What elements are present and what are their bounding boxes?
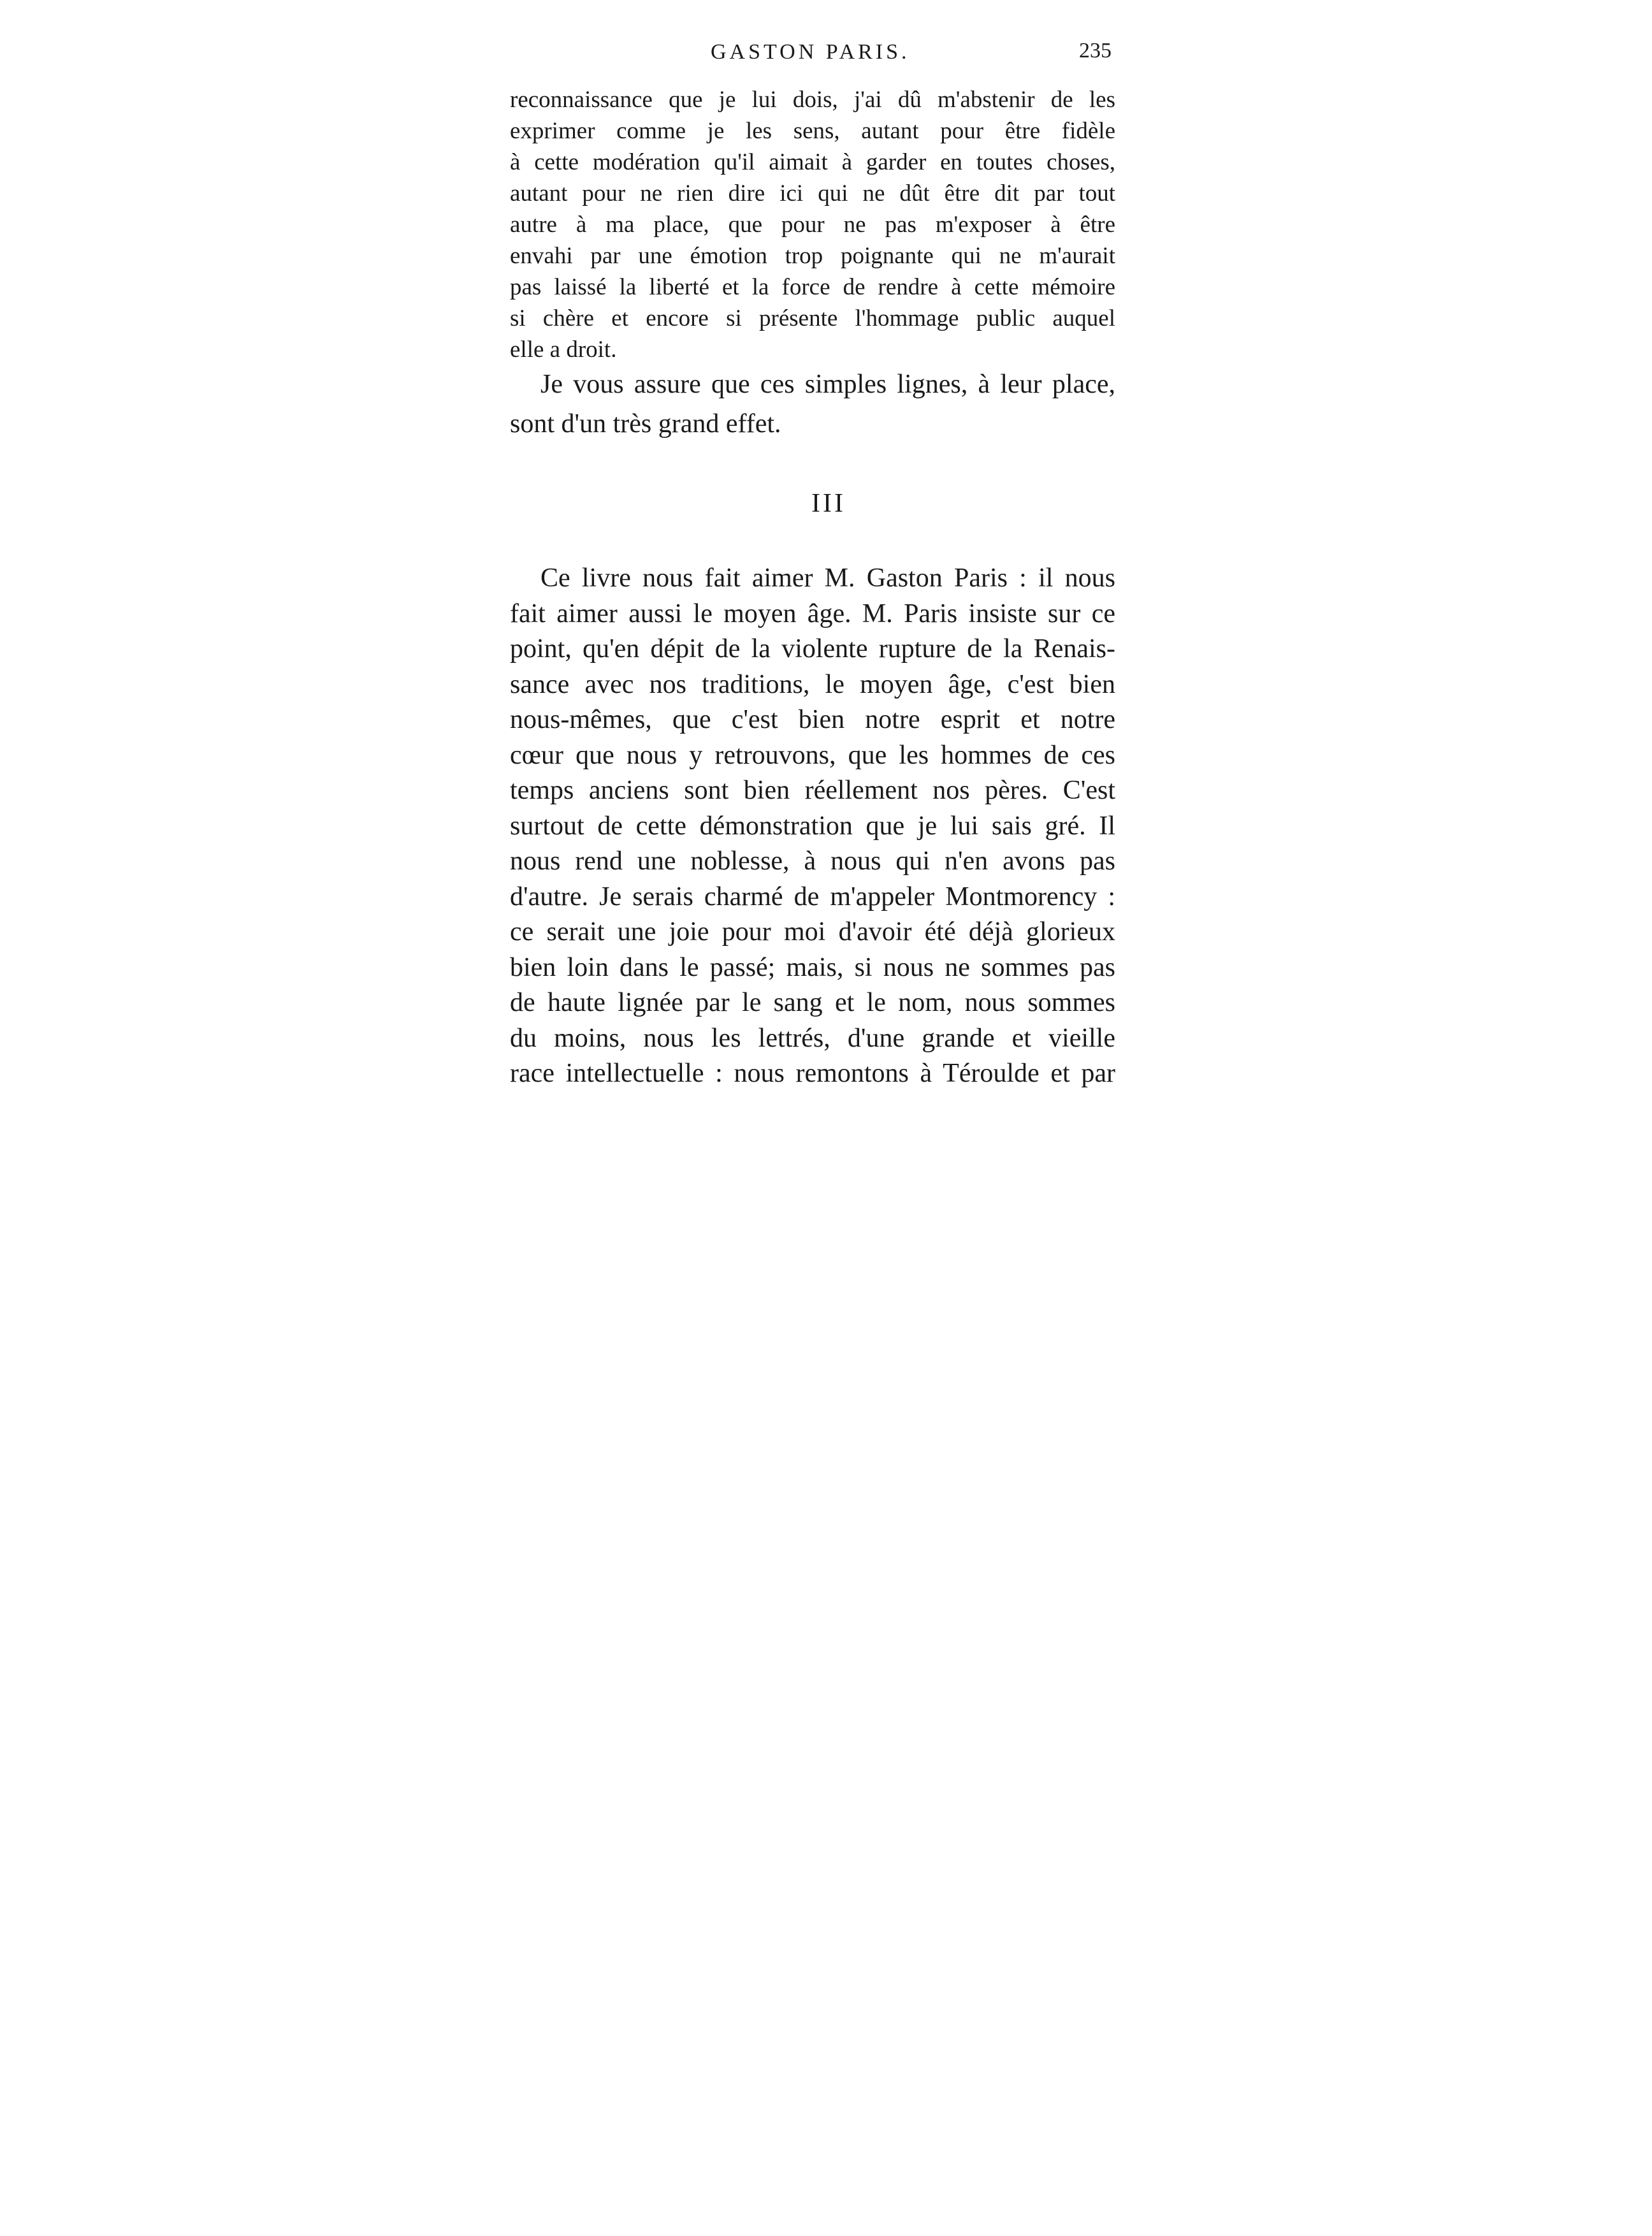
running-head: GASTON PARIS. [711, 40, 910, 64]
text-line: envahi par une émotion trop poignante qui ne m'aurait [510, 243, 1115, 269]
text-line: elle a droit. [510, 337, 617, 363]
text-line: exprimer comme je les sens, autant pour être fidèle [510, 118, 1115, 144]
text-line: autant pour ne rien dire ici qui ne dût être dit par tout [510, 180, 1115, 207]
text-line: sance avec nos traditions, le moyen âge, c'est bien [510, 669, 1115, 699]
text-line: point, qu'en dépit de la violente rupture de la Renais- [510, 634, 1115, 664]
text-line: nous-mêmes, que c'est bien notre esprit et notre [510, 705, 1115, 734]
text-line: nous rend une noblesse, à nous qui n'en avons pas [510, 846, 1115, 876]
text-line: Je vous assure que ces simples lignes, à leur place, [540, 370, 1115, 399]
text-line: race intellectuelle : nous remontons à Téroulde et par [510, 1059, 1115, 1088]
text-line: si chère et encore si présente l'hommage public auquel [510, 305, 1115, 331]
text-line: autre à ma place, que pour ne pas m'exposer à être [510, 212, 1115, 238]
text-line: à cette modération qu'il aimait à garder en toutes choses, [510, 149, 1115, 175]
text-line: ce serait une joie pour moi d'avoir été déjà glorieux [510, 917, 1115, 947]
text-line: d'autre. Je serais charmé de m'appeler Montmorency : [510, 882, 1115, 911]
text-line: cœur que nous y retrouvons, que les hommes de ces [510, 740, 1115, 770]
text-line: sont d'un très grand effet. [510, 409, 781, 439]
text-line: reconnaissance que je lui dois, j'ai dû m'abstenir de les [510, 87, 1115, 113]
text-line: de haute lignée par le sang et le nom, nous sommes [510, 988, 1115, 1017]
text-line: temps anciens sont bien réellement nos pères. C'est [510, 776, 1115, 805]
text-line: du moins, nous les lettrés, d'une grande et vieille [510, 1023, 1115, 1053]
text-line: Ce livre nous fait aimer M. Gaston Paris : il nous [540, 563, 1115, 593]
page-number: 235 [1079, 39, 1112, 62]
quoted-passage [510, 84, 1115, 365]
text-line: surtout de cette démonstration que je lui sais gré. Il [510, 811, 1115, 841]
text-line: pas laissé la liberté et la force de rendre à cette mémoire [510, 274, 1115, 300]
text-line: fait aimer aussi le moyen âge. M. Paris insiste sur ce [510, 599, 1115, 628]
text-line: bien loin dans le passé; mais, si nous ne sommes pas [510, 952, 1115, 982]
paragraph [510, 365, 1115, 444]
paragraph [510, 561, 1115, 1092]
section-heading: III [811, 489, 846, 518]
